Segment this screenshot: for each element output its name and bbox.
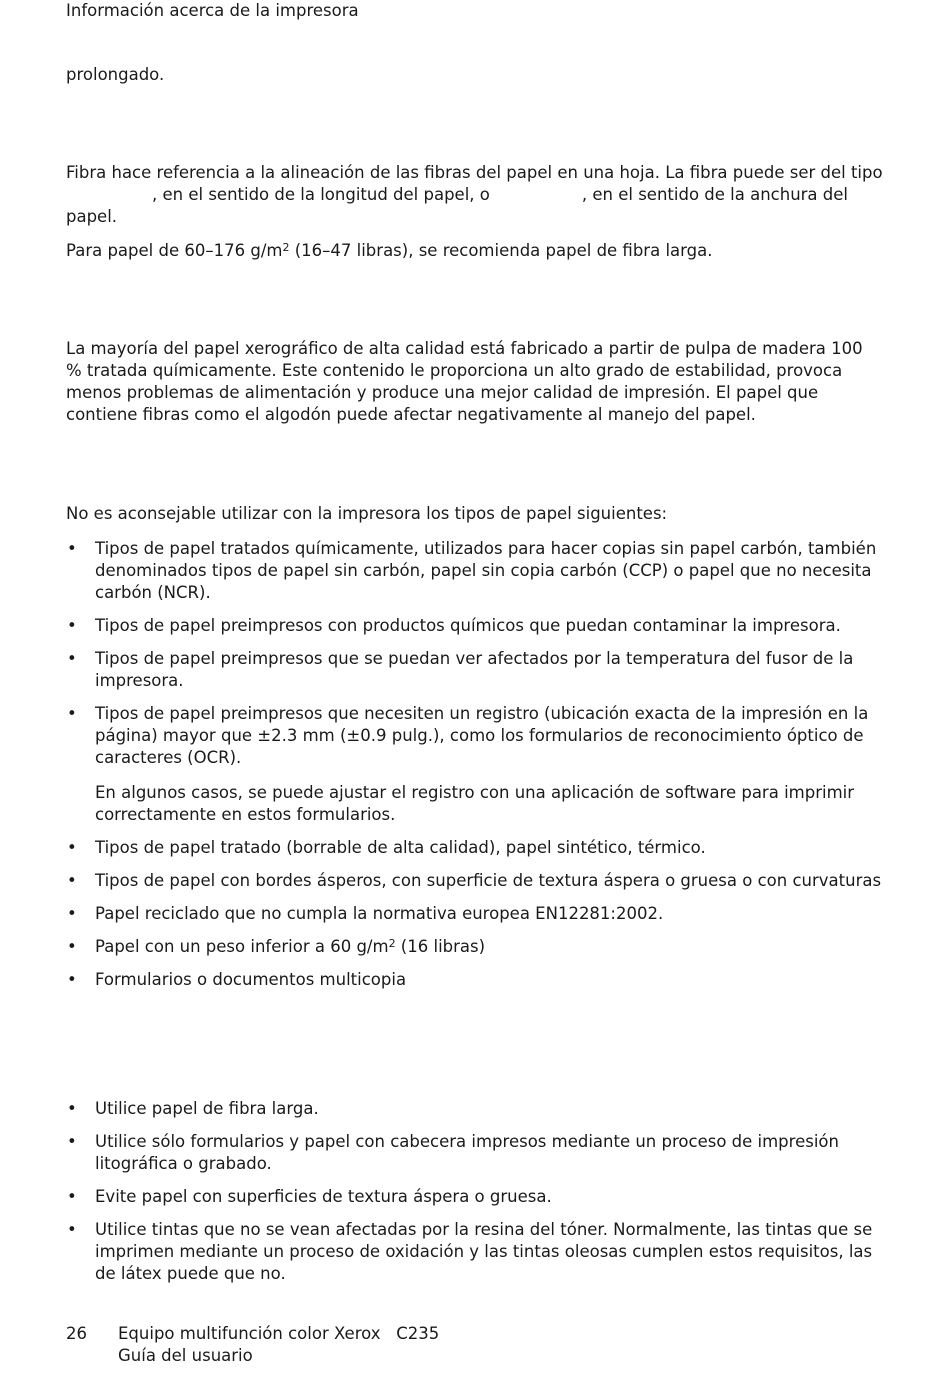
list-item — [66, 936, 891, 958]
list-item-text: Papel con un peso inferior a 60 g/m — [95, 937, 389, 956]
list-item-text: Tipos de papel preimpresos que se puedan ver afectados por la temperatura del fusor de la impresora. — [95, 649, 854, 690]
bullet-icon: • — [67, 616, 77, 635]
continuation-text: prolongado. — [66, 65, 165, 84]
unacceptable-intro: No es aconsejable utilizar con la impresora los tipos de papel siguientes: — [66, 504, 668, 523]
bullet-icon: • — [67, 904, 77, 923]
bullet-icon: • — [67, 1220, 77, 1239]
grain-line-3: papel. — [66, 207, 118, 226]
grain-recommendation — [66, 240, 891, 262]
bullet-icon: • — [67, 649, 77, 668]
list-item — [66, 1098, 891, 1120]
bullet-icon: • — [67, 1132, 77, 1151]
list-item — [66, 837, 891, 859]
bullet-icon: • — [67, 937, 77, 956]
bullet-icon: • — [67, 704, 77, 723]
superscript: 2 — [388, 937, 396, 950]
list-item-text: Tipos de papel preimpresos con productos químicos que puedan contaminar la impresora. — [95, 616, 841, 635]
list-item-text: Tipos de papel tratado (borrable de alta calidad), papel sintético, térmico. — [95, 838, 706, 857]
list-item-text: Tipos de papel preimpresos que necesiten un registro (ubicación exacta de la impresión en la página) mayor que ±2.3 mm (±0.9 pulg.), como los formularios de reconocimiento óptico de caracteres (OCR). — [95, 704, 869, 767]
grain-paragraph — [66, 162, 891, 228]
list-item — [66, 538, 891, 604]
footer-guide: Guía del usuario — [118, 1346, 253, 1365]
grain-long-text: , en el sentido de la longitud del papel, o — [152, 185, 490, 204]
list-item — [66, 703, 891, 826]
list-item-text: Utilice papel de fibra larga. — [95, 1099, 319, 1118]
footer-product: Equipo multifunción color Xerox C235 — [118, 1324, 440, 1343]
running-header: Información acerca de la impresora — [66, 1, 359, 20]
grain-line-2 — [66, 184, 891, 206]
grain-line-1: Fibra hace referencia a la alineación de las fibras del papel en una hoja. La fibra puede ser del tipo — [66, 163, 883, 182]
bullet-icon: • — [67, 838, 77, 857]
tips-list — [66, 1098, 891, 1296]
bullet-icon: • — [67, 539, 77, 558]
list-item — [66, 969, 891, 991]
bullet-icon: • — [67, 1099, 77, 1118]
list-item-text: Tipos de papel con bordes ásperos, con superficie de textura áspera o gruesa o con curvaturas — [95, 871, 882, 890]
fiber-paragraph: La mayoría del papel xerográfico de alta calidad está fabricado a partir de pulpa de madera 100 % tratada químicamente. Este contenido le proporciona un alto grado de estabilidad, provoca menos problemas de alimentación y produce una mejor calidad de impresión. El papel que contiene fibras como el algodón puede afectar negativamente al manejo del papel. — [66, 339, 863, 424]
list-item — [66, 1186, 891, 1208]
grain-short-text: , en el sentido de la anchura del — [581, 185, 849, 204]
list-item — [66, 903, 891, 925]
grain-recommendation-rest: (16–47 libras), se recomienda papel de fibra larga. — [289, 241, 713, 260]
list-item-text: Formularios o documentos multicopia — [95, 970, 407, 989]
unacceptable-list — [66, 538, 891, 1002]
superscript: 2 — [282, 241, 290, 254]
list-item — [66, 1219, 891, 1285]
bullet-icon: • — [67, 1187, 77, 1206]
list-item-text: Evite papel con superficies de textura áspera o gruesa. — [95, 1187, 552, 1206]
list-item-text: Utilice tintas que no se vean afectadas por la resina del tóner. Normalmente, las tintas que se imprimen mediante un proceso de oxidación y las tintas oleosas cumplen estos requisitos, las de látex puede que no. — [95, 1220, 873, 1283]
list-item — [66, 870, 891, 892]
bullet-icon: • — [67, 871, 77, 890]
footer — [118, 1323, 439, 1367]
list-item — [66, 1131, 891, 1175]
page-number: 26 — [66, 1324, 87, 1343]
list-item — [66, 648, 891, 692]
list-item-note: En algunos casos, se puede ajustar el registro con una aplicación de software para imprimir correctamente en estos formularios. — [95, 783, 855, 824]
list-item-text-rest: (16 libras) — [395, 937, 486, 956]
bullet-icon: • — [67, 970, 77, 989]
list-item — [66, 615, 891, 637]
list-item-text: Tipos de papel tratados químicamente, utilizados para hacer copias sin papel carbón, también denominados tipos de papel sin carbón, papel sin copia carbón (CCP) o papel que no necesita carbón (NCR). — [95, 539, 877, 602]
list-item-text: Papel reciclado que no cumpla la normativa europea EN12281:2002. — [95, 904, 664, 923]
grain-recommendation-text: Para papel de 60–176 g/m — [66, 241, 283, 260]
list-item-text: Utilice sólo formularios y papel con cabecera impresos mediante un proceso de impresión litográfica o grabado. — [95, 1132, 839, 1173]
